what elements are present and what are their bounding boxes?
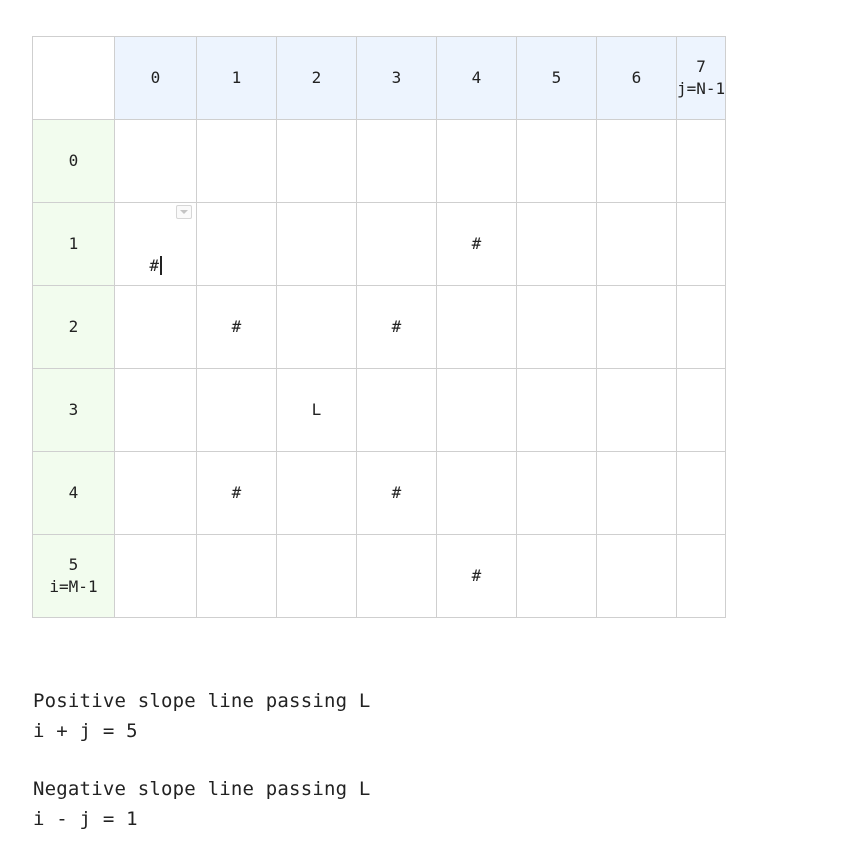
cell-2-1[interactable]: # — [197, 286, 277, 369]
cell-1-1[interactable] — [197, 203, 277, 286]
cell-0-2[interactable] — [277, 120, 357, 203]
cell-4-1[interactable]: # — [197, 452, 277, 535]
cell-1-5[interactable] — [517, 203, 597, 286]
cell-1-6[interactable] — [597, 203, 677, 286]
column-header-4[interactable]: 4 — [437, 37, 517, 120]
cell-5-1[interactable] — [197, 535, 277, 618]
cell-3-6[interactable] — [597, 369, 677, 452]
cell-4-6[interactable] — [597, 452, 677, 535]
row-header-0[interactable]: 0 — [33, 120, 115, 203]
cell-1-3[interactable] — [357, 203, 437, 286]
cell-4-0[interactable] — [115, 452, 197, 535]
grid-table — [32, 36, 726, 618]
cell-2-4[interactable] — [437, 286, 517, 369]
positive-slope-title: Positive slope line passing L — [33, 690, 371, 712]
corner-cell[interactable] — [33, 37, 115, 120]
cell-4-5[interactable] — [517, 452, 597, 535]
cell-2-0[interactable] — [115, 286, 197, 369]
row-header-3[interactable]: 3 — [33, 369, 115, 452]
cell-2-2[interactable] — [277, 286, 357, 369]
cell-2-6[interactable] — [597, 286, 677, 369]
notes-spacer — [33, 746, 371, 774]
cell-4-4[interactable] — [437, 452, 517, 535]
cell-5-5[interactable] — [517, 535, 597, 618]
cell-0-7[interactable] — [677, 120, 726, 203]
cell-2-7[interactable] — [677, 286, 726, 369]
cell-5-3[interactable] — [357, 535, 437, 618]
grid-row-0 — [33, 120, 726, 203]
column-header-2[interactable]: 2 — [277, 37, 357, 120]
cell-3-7[interactable] — [677, 369, 726, 452]
cell-4-7[interactable] — [677, 452, 726, 535]
column-header-0[interactable]: 0 — [115, 37, 197, 120]
header-row — [33, 37, 726, 120]
cell-3-0[interactable] — [115, 369, 197, 452]
cell-1-4[interactable]: # — [437, 203, 517, 286]
cell-0-6[interactable] — [597, 120, 677, 203]
cell-3-5[interactable] — [517, 369, 597, 452]
cell-3-3[interactable] — [357, 369, 437, 452]
cell-3-1[interactable] — [197, 369, 277, 452]
cell-0-5[interactable] — [517, 120, 597, 203]
row-header-5[interactable]: 5 i=M-1 — [33, 535, 115, 618]
grid-row-3 — [33, 369, 726, 452]
row-header-4[interactable]: 4 — [33, 452, 115, 535]
text-cursor — [160, 256, 162, 275]
grid-row-2 — [33, 286, 726, 369]
cell-1-2[interactable] — [277, 203, 357, 286]
positive-slope-equation: i + j = 5 — [33, 720, 138, 742]
notes-block — [33, 686, 371, 834]
cell-1-0-value: # — [149, 256, 160, 275]
column-header-1[interactable]: 1 — [197, 37, 277, 120]
cell-2-3[interactable]: # — [357, 286, 437, 369]
grid-row-1 — [33, 203, 726, 286]
cell-0-0[interactable] — [115, 120, 197, 203]
cell-5-6[interactable] — [597, 535, 677, 618]
cell-4-3[interactable]: # — [357, 452, 437, 535]
cell-5-7[interactable] — [677, 535, 726, 618]
grid-row-4 — [33, 452, 726, 535]
cell-1-7[interactable] — [677, 203, 726, 286]
negative-slope-equation: i - j = 1 — [33, 808, 138, 830]
chevron-down-icon[interactable] — [176, 205, 192, 219]
cell-5-4[interactable]: # — [437, 535, 517, 618]
column-header-7[interactable]: 7 j=N-1 — [677, 37, 726, 120]
cell-5-0[interactable] — [115, 535, 197, 618]
column-header-3[interactable]: 3 — [357, 37, 437, 120]
cell-1-0-active[interactable] — [115, 203, 197, 286]
row-header-1[interactable]: 1 — [33, 203, 115, 286]
cell-0-1[interactable] — [197, 120, 277, 203]
grid-row-5 — [33, 535, 726, 618]
row-header-2[interactable]: 2 — [33, 286, 115, 369]
cell-0-4[interactable] — [437, 120, 517, 203]
cell-2-5[interactable] — [517, 286, 597, 369]
cell-4-2[interactable] — [277, 452, 357, 535]
cell-3-4[interactable] — [437, 369, 517, 452]
column-header-6[interactable]: 6 — [597, 37, 677, 120]
column-header-5[interactable]: 5 — [517, 37, 597, 120]
cell-3-2[interactable]: L — [277, 369, 357, 452]
negative-slope-title: Negative slope line passing L — [33, 778, 371, 800]
cell-5-2[interactable] — [277, 535, 357, 618]
cell-0-3[interactable] — [357, 120, 437, 203]
